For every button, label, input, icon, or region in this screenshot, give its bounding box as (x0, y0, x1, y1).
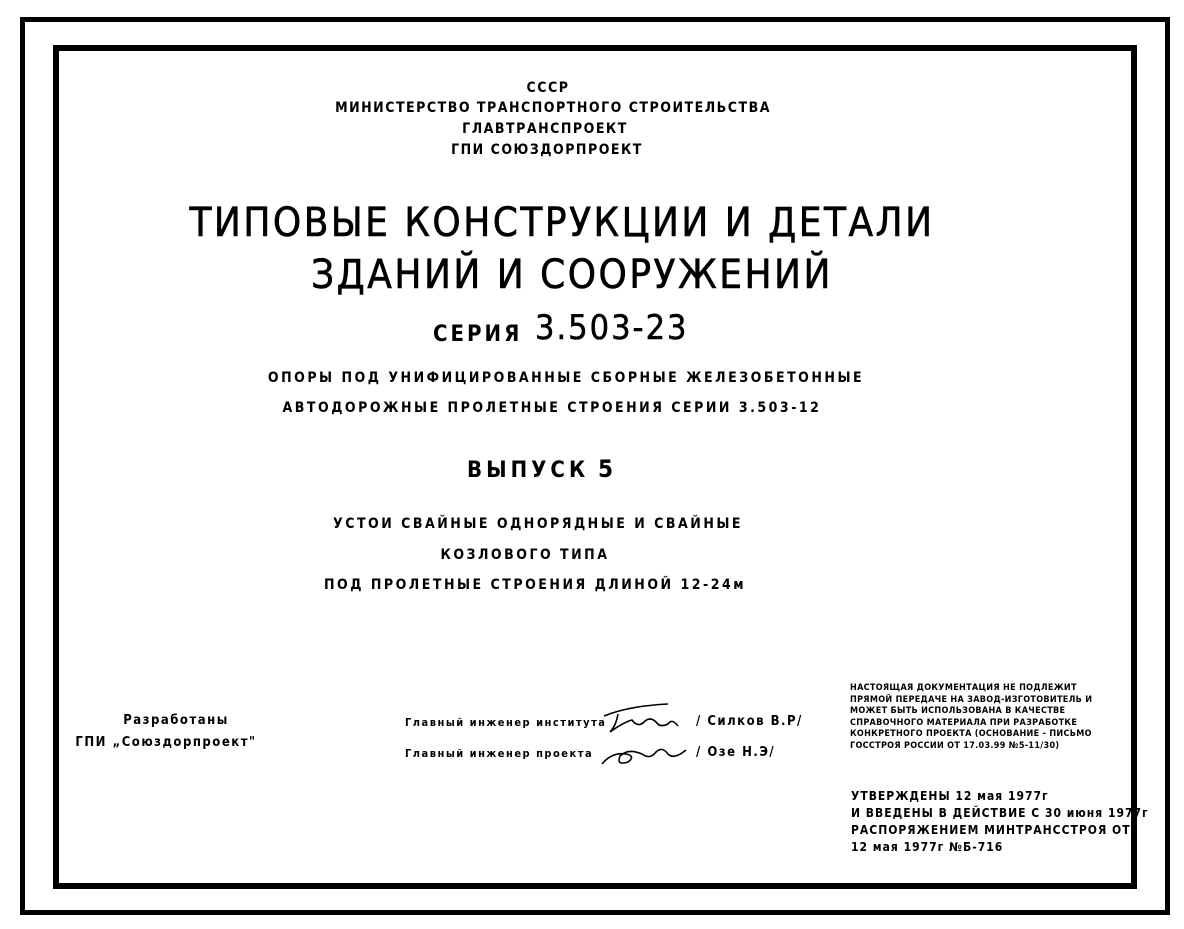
description-line3: ПОД ПРОЛЕТНЫЕ СТРОЕНИЯ ДЛИНОЙ 12-24м (323, 577, 747, 593)
header-ministry: МИНИСТЕРСТВО ТРАНСПОРТНОГО СТРОИТЕЛЬСТВА (335, 100, 771, 116)
approval-line: РАСПОРЯЖЕНИЕМ МИНТРАНССТРОЯ ОТ (851, 823, 1131, 837)
approval-line: И ВВЕДЕНЫ В ДЕЙСТВИЕ С 30 июня 1977г (851, 806, 1149, 820)
chief-engineer-institute-role: Главный инженер института (405, 716, 607, 729)
chief-engineer-institute-name: / Силков В.Р/ (696, 714, 803, 729)
description-line1: УСТОИ СВАЙНЫЕ ОДНОРЯДНЫЕ И СВАЙНЫЕ (332, 516, 744, 532)
notice-line: ГОССТРОЯ РОССИИ ОТ 17.03.99 №5-11/30) (850, 740, 1060, 751)
notice-line: НАСТОЯЩАЯ ДОКУМЕНТАЦИЯ НЕ ПОДЛЕЖИТ (850, 683, 1077, 693)
issue-number: 5 (598, 455, 618, 483)
chief-engineer-project-role: Главный инженер проекта (405, 747, 594, 760)
subtitle-line2: АВТОДОРОЖНЫЕ ПРОЛЕТНЫЕ СТРОЕНИЯ СЕРИИ 3.503-12 (282, 400, 822, 416)
chief-engineer-project-name: / Озе Н.Э/ (696, 745, 776, 760)
signature-1-icon (598, 698, 688, 738)
issue-label: ВЫПУСК (467, 458, 590, 483)
signature-2-icon (598, 738, 693, 772)
notice-line: ПРЯМОЙ ПЕРЕДАЧЕ НА ЗАВОД-ИЗГОТОВИТЕЛЬ И (850, 694, 1093, 705)
notice-block (850, 683, 1092, 752)
main-title-line2: ЗДАНИЙ И СООРУЖЕНИЙ (311, 252, 833, 298)
header-country: СССР (526, 80, 570, 96)
notice-line: МОЖЕТ БЫТЬ ИСПОЛЬЗОВАНА В КАЧЕСТВЕ (850, 706, 1066, 716)
approval-line: 12 мая 1977г №Б-716 (851, 840, 1004, 854)
approval-block (851, 788, 1149, 856)
description-line2: КОЗЛОВОГО ТИПА (440, 547, 610, 563)
developed-by-org: ГПИ „Союздорпроект" (75, 735, 257, 750)
developed-by-label: Разработаны (123, 713, 229, 728)
header-institute: ГПИ СОЮЗДОРПРОЕКТ (451, 142, 643, 158)
subtitle-line1: ОПОРЫ ПОД УНИФИЦИРОВАННЫЕ СБОРНЫЕ ЖЕЛЕЗОБЕТОННЫЕ (267, 370, 865, 386)
approval-line: УТВЕРЖДЕНЫ 12 мая 1977г (851, 789, 1049, 803)
header-glavtransproekt: ГЛАВТРАНСПРОЕКТ (462, 121, 628, 137)
notice-line: КОНКРЕТНОГО ПРОЕКТА (ОСНОВАНИЕ - ПИСЬМО (850, 729, 1092, 739)
main-title-line1: ТИПОВЫЕ КОНСТРУКЦИИ И ДЕТАЛИ (189, 200, 935, 246)
notice-line: СПРАВОЧНОГО МАТЕРИАЛА ПРИ РАЗРАБОТКЕ (850, 717, 1078, 728)
series-number: 3.503-23 (535, 308, 689, 348)
series-label: СЕРИЯ (433, 322, 523, 347)
inner-frame (53, 45, 1137, 889)
